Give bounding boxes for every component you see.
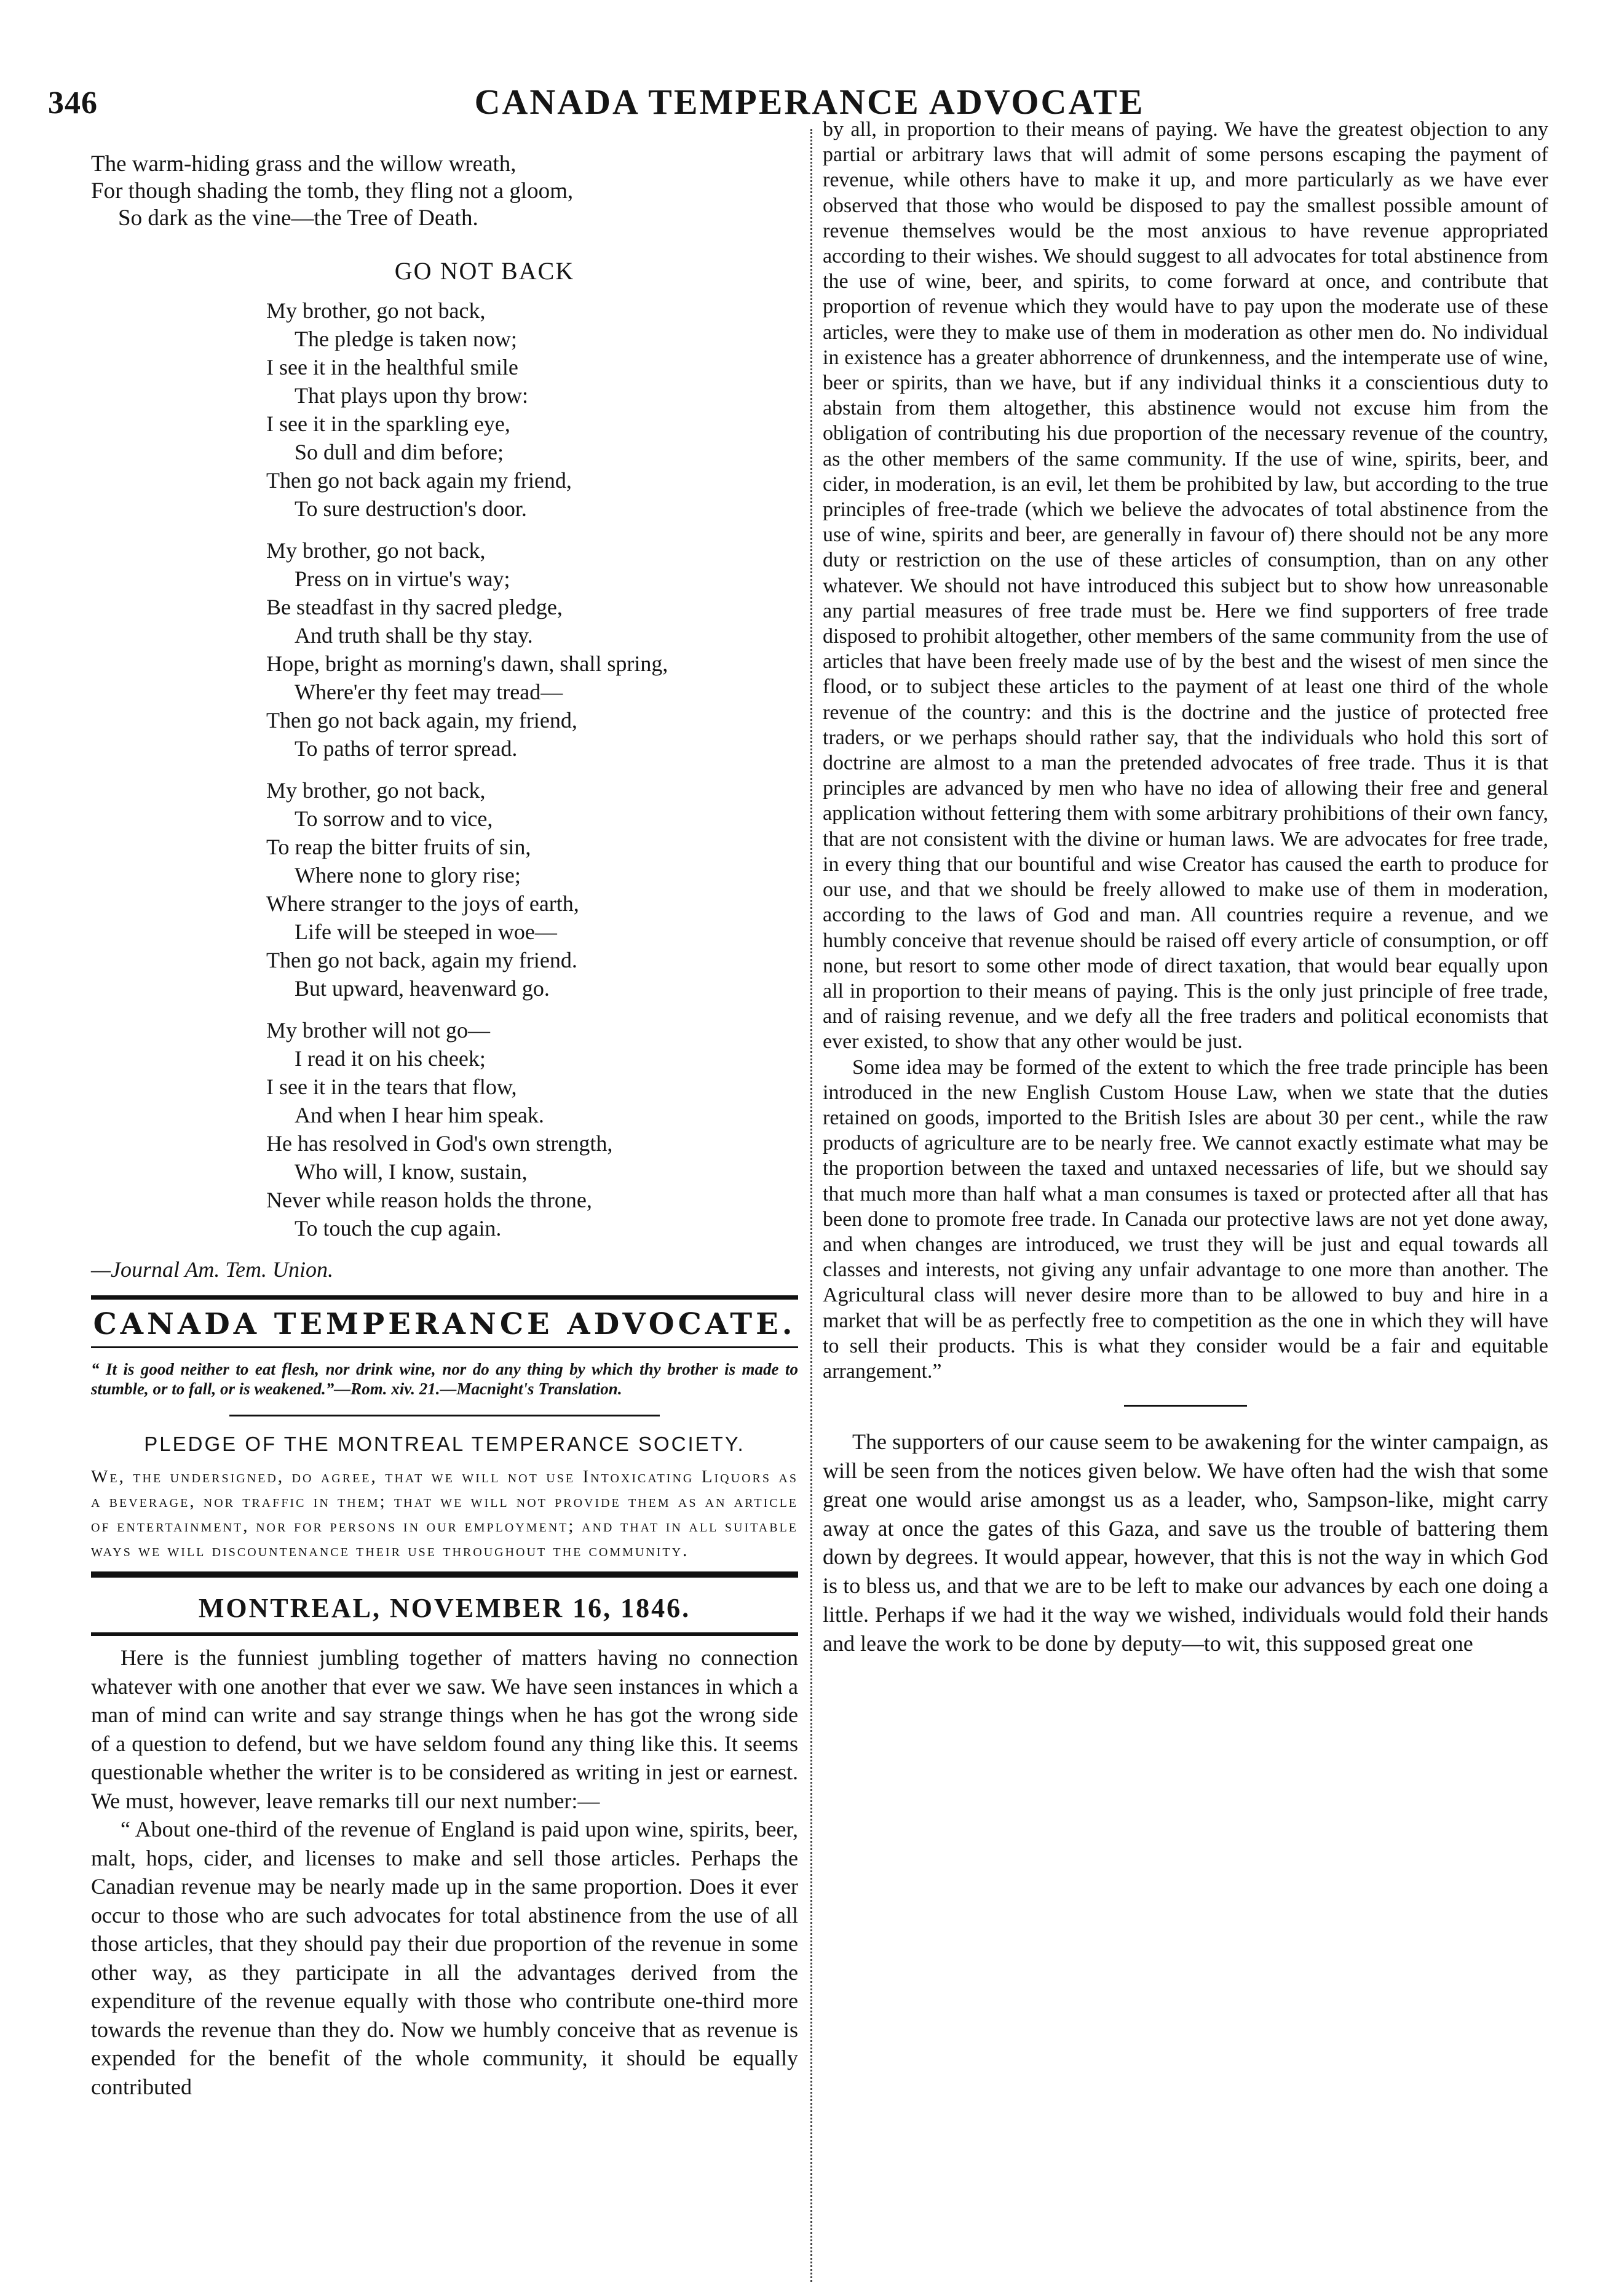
poem-line: He has resolved in God's own strength,: [266, 1131, 613, 1156]
poem-line: Life will be steeped in woe—: [295, 920, 557, 944]
poem-line: To sorrow and to vice,: [295, 806, 493, 831]
poem-stanza: [266, 296, 798, 523]
article-paragraph: by all, in proportion to their means of paying. We have the greatest objection to any partial or arbitrary laws that will admit of some persons escaping the payment of revenue, while others have to make it up, and more particularly as we have ever observed that those who would be disposed to pay the smallest possible amount of revenue themselves would be the most anxious to have revenue appropriated according to their wishes. We should suggest to all advocates for total abstinence from the use of wine, beer, and spirits, to come forward at once, and contribute that proportion of revenue which they would have to pay upon the moderate use of these articles, were they to make use of them in moderation as other men do. No individual in existence has a greater abhorrence of drunkenness, and the intemperate use of wine, beer or spirits, than we have, but if any individual thinks it a conscientious duty to abstain from them altogether, this abstinence would not excuse him from the obligation of contributing his due proportion of the necessary revenue of the country, as the other members of the same community. If the use of wine, spirits, beer, and cider, in moderation, is an evil, let them be prohibited by law, but according to the true principles of free-trade (which we believe the advocates of total abstinence from the use of wine, spirits and beer, are generally in favour of) there should not be any more duty or restriction on the use of these articles of consumption, than on any other whatever. We should not have introduced this subject but to show how unreasonable any partial measures of free trade must be. Here we find supporters of free trade disposed to prohibit altogether, other members of the same community from the use of articles that have been freely made use of by the best and the wisest of men since the flood, or to subject these articles to the payment of at least one third of the whole revenue of the country: and this is the doctrine and the justice of protected free traders, or we perhaps should rather say, that the individuals who hold this sort of doctrine are almost to a man the pretended advocates of free trade. Thus it is that principles are advanced by men who have no idea of allowing their free and general application without fettering them with some arbitrary prohibitions of their own fancy, that are not consistent with the divine or human laws. We are advocates for free trade, in every thing that our bountiful and wise Creator has caused the earth to produce for our use, and that we should be freely allowed to make use of them in moderation, according to the laws of God and man. All countries require a revenue, and we humbly conceive that revenue should be raised off every article of consumption, or off none, but resort to some other mode of direct taxation, that would bear equally upon all in proportion to their means of paying. This is the only just principle of free trade, and of raising revenue, and we defy all the free traders and political economists that ever existed, to show that any other would be just.: [823, 118, 1548, 1054]
poem-line: Where none to glory rise;: [295, 863, 521, 888]
article-paragraph: “ About one-third of the revenue of England is paid upon wine, spirits, beer, malt, hops, cider, and licenses to make and sell those articles. Perhaps the Canadian revenue may be nearly made up in the same proportion. Does it ever occur to those who are such advocates for total abstinence from the use of all those articles, that they should pay their due proportion of the revenue in some other way, as they participate in all the advantages derived from the expenditure of the revenue equally with those who contribute one-third more towards the revenue than they do. Now we humbly conceive that as revenue is expended for the benefit of the whole community, it should be equally contributed: [91, 1817, 798, 2099]
previous-poem-ending: [91, 151, 706, 232]
poem-line: Press on in virtue's way;: [295, 566, 510, 591]
poem-line: So dark as the vine—the Tree of Death.: [118, 205, 478, 231]
section-rule: [1124, 1405, 1247, 1407]
poem-stanza: [266, 776, 798, 1003]
running-title: CANADA TEMPERANCE ADVOCATE: [474, 82, 1145, 122]
poem-line: My brother will not go—: [266, 1018, 490, 1043]
page-number: 346: [48, 85, 98, 121]
poem-line: Then go not back again my friend,: [266, 468, 572, 493]
poem-line: For though shading the tomb, they fling not a gloom,: [91, 178, 574, 204]
poem-line: Then go not back, again my friend.: [266, 948, 577, 972]
masthead-rule: [91, 1346, 798, 1348]
poem-line: And truth shall be thy stay.: [295, 623, 533, 648]
article-paragraph: The supporters of our cause seem to be awakening for the winter campaign, as will be seen from the notices given below. We have often had the wish that some great one would arise amongst us as a leader, who, Sampson-like, might carry away at once the gates of this Gaza, and save us the trouble of battering them down by degrees. It would appear, however, that this is not the way in which God is to bless us, and that we are to be left to make our advances by each one doing a little. Perhaps if we had it the way we wished, individuals would fold their hands and leave the work to be done by deputy—to wit, this supposed great one: [823, 1429, 1548, 1656]
poem-line: Where'er thy feet may tread—: [295, 680, 563, 704]
poem-title: GO NOT BACK: [394, 257, 575, 285]
poem-line: My brother, go not back,: [266, 538, 486, 563]
masthead-motto: “ It is good neither to eat flesh, nor drink wine, nor do any thing by which thy brother is made to stumble, or to fall, or is weakened.”—Rom. xiv. 21.—Macnight's Translation.: [91, 1360, 798, 1398]
poem-line: Then go not back again, my friend,: [266, 708, 577, 733]
poem-line: To paths of terror spread.: [295, 736, 518, 761]
poem-line: I see it in the healthful smile: [266, 355, 518, 379]
pledge-title: PLEDGE OF THE MONTREAL TEMPERANCE SOCIETY.: [144, 1432, 745, 1455]
article-paragraph: Here is the funniest jumbling together of matters having no connection whatever with one another that ever we saw. We have seen instances in which a man of mind can write and say strange things when he has got the wrong side of a question to defend, but we have seldom found any thing like this. It seems questionable whether the writer is to be considered as writing in jest or earnest. We must, however, leave remarks till our next number:—: [91, 1645, 798, 1813]
poem-line: Who will, I know, sustain,: [295, 1159, 528, 1184]
poem-line: Be steadfast in thy sacred pledge,: [266, 595, 563, 619]
poem-line: So dull and dim before;: [295, 440, 504, 464]
poem-stanza: [266, 1016, 798, 1242]
pledge-text: We, the undersigned, do agree, that we will not use Intoxicating Liquors as a beverage, nor traffic in them; that we will not provide them as an article of entertainment, nor for persons in our employment; and that in all suitable ways we will discountenance their use throughout the community.: [91, 1467, 798, 1560]
dateline-rule: [91, 1571, 798, 1578]
poem-line: That plays upon thy brow:: [295, 383, 528, 408]
poem-line: To sure destruction's door.: [295, 496, 527, 521]
poem-line: My brother, go not back,: [266, 298, 486, 323]
poem-line: To reap the bitter fruits of sin,: [266, 835, 531, 859]
poem-line: And when I hear him speak.: [295, 1103, 544, 1127]
poem-line: But upward, heavenward go.: [295, 976, 550, 1001]
column-divider: [810, 129, 812, 2282]
poem-line: I read it on his cheek;: [295, 1046, 486, 1071]
poem-line: Hope, bright as morning's dawn, shall spring,: [266, 651, 668, 676]
masthead-title: CANADA TEMPERANCE ADVOCATE.: [93, 1307, 796, 1341]
poem-attribution: —Journal Am. Tem. Union.: [91, 1257, 334, 1282]
poem-line: Where stranger to the joys of earth,: [266, 891, 579, 916]
section-rule: [229, 1415, 660, 1416]
poem-line: The pledge is taken now;: [295, 327, 517, 351]
article-paragraph: Some idea may be formed of the extent to which the free trade principle has been introduced in the new English Custom House Law, when we state that the duties retained on goods, imported to the British Isles are about 30 per cent., while the raw products of agriculture are to be nearly free. We cannot exactly estimate what may be the proportion between the taxed and untaxed necessaries of life, but we should say that much more than half what a man consumes is taxed or protected after all that has been done to promote free trade. In Canada our protective laws are not yet done away, and when changes are introduced, we trust they will be just and equal towards all classes and interests, not giving any unfair advantage to one more than another. The Agricultural class will never desire more than to be allowed to buy and hire in a market that will be as perfectly free to competition as the one in which they will have to sell their products. This is what they consider would be a fair and equitable arrangement.”: [823, 1055, 1548, 1383]
poem-line: To touch the cup again.: [295, 1216, 502, 1241]
poem-line: The warm-hiding grass and the willow wreath,: [91, 151, 517, 177]
poem-stanza: [266, 536, 798, 763]
poem-line: Never while reason holds the throne,: [266, 1188, 592, 1212]
poem-line: I see it in the tears that flow,: [266, 1075, 517, 1099]
left-column: [91, 151, 798, 2101]
right-column: [823, 117, 1548, 1658]
dateline: MONTREAL, NOVEMBER 16, 1846.: [198, 1593, 691, 1623]
poem-line: My brother, go not back,: [266, 778, 486, 803]
masthead-rule: [91, 1295, 798, 1300]
poem-line: I see it in the sparkling eye,: [266, 411, 510, 436]
